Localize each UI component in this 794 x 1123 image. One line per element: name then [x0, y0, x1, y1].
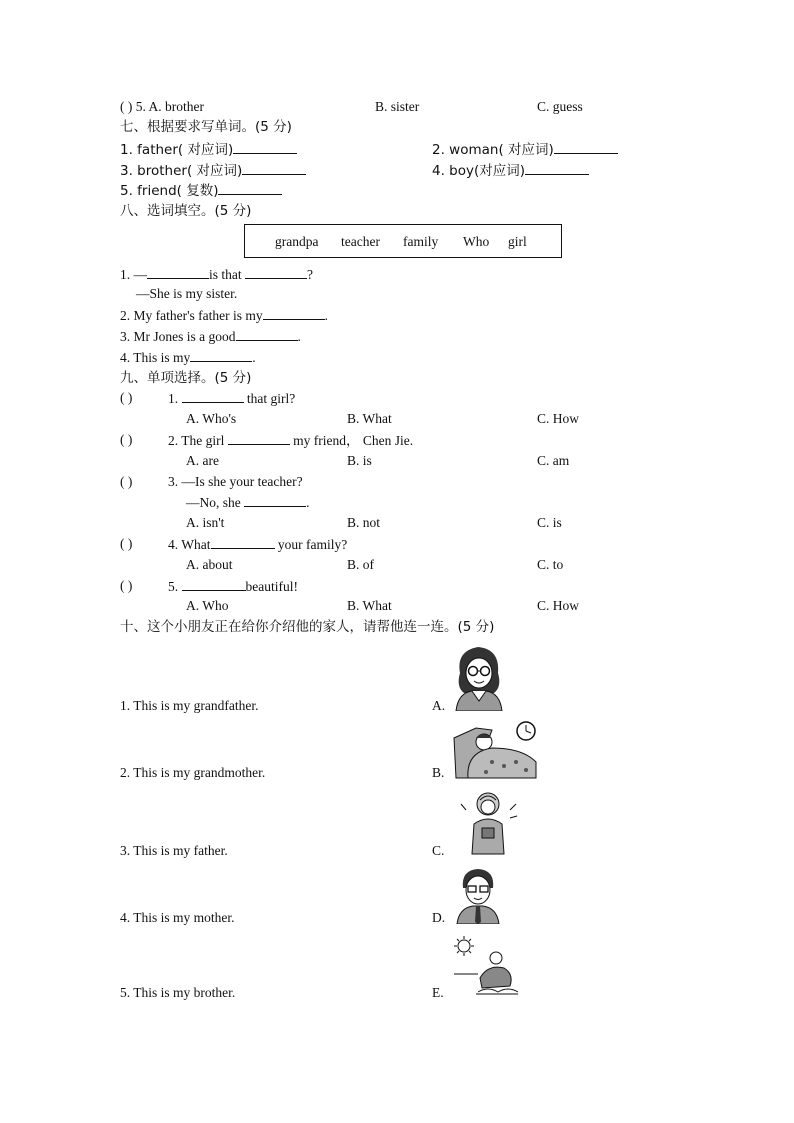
- sec9-q5-num: 5.: [168, 579, 179, 594]
- sec9-q3-blank: [244, 494, 306, 507]
- sec8-q1-answer: —She is my sister.: [136, 286, 238, 301]
- sec9-q4-lead: 4. What: [168, 537, 211, 552]
- sec9-q4-paren[interactable]: ( ): [120, 536, 133, 551]
- sec6-q5-option-b: B. sister: [375, 99, 420, 114]
- sec9-q5-blank: [182, 578, 246, 591]
- sec8-q3: [120, 328, 301, 345]
- match-sentence-5[interactable]: 5. This is my brother.: [120, 985, 236, 1000]
- sec9-q2-rest: my friend， Chen Jie.: [293, 433, 414, 448]
- sec9-q5-option-a: A. Who: [186, 598, 229, 613]
- boy-sleeping-illustration[interactable]: [452, 718, 538, 780]
- sec7-q2: [432, 141, 618, 158]
- sec8-q2: [120, 307, 328, 324]
- sec7-q1-blank[interactable]: [233, 141, 297, 154]
- sec7-q1-text: 1. father( 对应词): [120, 142, 234, 158]
- sec9-q1-num: 1.: [168, 391, 179, 406]
- sec9-q2-lead: 2. The girl: [168, 433, 225, 448]
- word-bank-word: Who: [463, 234, 490, 249]
- match-sentence-4[interactable]: 4. This is my mother.: [120, 910, 235, 925]
- sec7-q2-blank[interactable]: [554, 141, 618, 154]
- sec9-q4-option-c: C. to: [537, 557, 564, 572]
- sec8-title: 八、选词填空。(5 分): [120, 203, 252, 219]
- sec8-q3-blank[interactable]: [236, 328, 298, 341]
- word-bank-word: family: [403, 234, 439, 249]
- sec6-q5-stem: ( ) 5. A. brother: [120, 99, 204, 114]
- sec9-q1-paren[interactable]: ( ): [120, 390, 133, 405]
- sec9-q4-blank: [211, 536, 275, 549]
- sec9-q1-blank: [182, 390, 244, 403]
- sec9-q4-option-a: A. about: [186, 557, 233, 572]
- sec7-q4-blank[interactable]: [525, 162, 589, 175]
- sec9-q5-paren[interactable]: ( ): [120, 578, 133, 593]
- sec9-q3-option-b: B. not: [347, 515, 381, 530]
- sec7-q5-blank[interactable]: [218, 182, 282, 195]
- sec8-q1: [120, 266, 313, 283]
- sec8-q3-text: 3. Mr Jones is a good: [120, 329, 236, 344]
- sec9-q5-option-b: B. What: [347, 598, 392, 613]
- sec7-title: 七、根据要求写单词。(5 分): [120, 119, 292, 135]
- sec8-q4-period: .: [252, 350, 256, 365]
- word-bank-word: grandpa: [275, 234, 319, 249]
- sec9-q5-rest: beautiful!: [245, 579, 298, 594]
- woman-with-glasses-illustration[interactable]: [450, 643, 508, 711]
- sec7-q4-text: 4. boy(对应词): [432, 163, 526, 179]
- sec9-q1-stem: [168, 390, 295, 407]
- sec9-q2-option-c: C. am: [537, 453, 570, 468]
- sec7-q5: [120, 182, 282, 199]
- sec8-q4: [120, 349, 256, 366]
- sec8-q2-text: 2. My father's father is my: [120, 308, 263, 323]
- sec9-q2-stem: [168, 432, 413, 449]
- match-letter-d[interactable]: D.: [432, 910, 446, 925]
- word-bank-word: teacher: [341, 234, 380, 249]
- sec9-q5-stem: [168, 578, 298, 595]
- sec8-q4-blank[interactable]: [190, 349, 252, 362]
- sec9-q1-option-a: A. Who's: [186, 411, 237, 426]
- sec9-q3-option-a: A. isn't: [186, 515, 225, 530]
- match-sentence-3[interactable]: 3. This is my father.: [120, 843, 228, 858]
- sec10-title: 十、这个小朋友正在给你介绍他的家人，请帮他连一连。(5 分): [120, 619, 495, 635]
- sec9-q3-option-c: C. is: [537, 515, 562, 530]
- match-letter-e[interactable]: E.: [432, 985, 444, 1000]
- sec8-q1-mid: is that: [209, 267, 242, 282]
- sec9-q1-rest: that girl?: [246, 391, 296, 406]
- sec9-q4-rest: your family?: [277, 537, 348, 552]
- sec9-q1-option-b: B. What: [347, 411, 392, 426]
- match-sentence-2[interactable]: 2. This is my grandmother.: [120, 765, 266, 780]
- sec9-q2-paren[interactable]: ( ): [120, 432, 133, 447]
- sec9-q2-option-b: B. is: [347, 453, 372, 468]
- sec7-q1: [120, 141, 297, 158]
- match-sentence-1[interactable]: 1. This is my grandfather.: [120, 698, 259, 713]
- sec7-q4: [432, 162, 589, 179]
- sec6-q5-option-c: C. guess: [537, 99, 583, 114]
- grandmother-illustration[interactable]: [460, 790, 518, 856]
- word-bank-box: [244, 224, 562, 258]
- sec8-q2-period: .: [324, 308, 329, 323]
- word-bank-word: girl: [508, 234, 527, 249]
- sec8-q1-end: ?: [307, 267, 313, 282]
- sec8-q4-text: 4. This is my: [120, 350, 191, 365]
- sec7-q5-text: 5. friend( 复数): [120, 183, 219, 199]
- sec9-q3-answer: —No, she .: [186, 495, 310, 510]
- man-with-glasses-illustration[interactable]: [455, 866, 501, 924]
- sec7-q3-blank[interactable]: [242, 162, 306, 175]
- boy-lying-with-sun-illustration[interactable]: [452, 936, 522, 998]
- sec8-q1-blank-1[interactable]: [147, 266, 209, 279]
- sec9-q2-option-a: A. are: [186, 453, 219, 468]
- sec9-q3-paren[interactable]: ( ): [120, 474, 133, 489]
- sec7-q2-text: 2. woman( 对应词): [432, 142, 554, 158]
- sec9-q5-option-c: C. How: [537, 598, 580, 613]
- sec9-q2-blank: [228, 432, 290, 445]
- sec9-title: 九、单项选择。(5 分): [120, 370, 252, 386]
- sec8-q1-blank-2[interactable]: [245, 266, 307, 279]
- sec9-q1-option-c: C. How: [537, 411, 580, 426]
- match-letter-b[interactable]: B.: [432, 765, 445, 780]
- sec9-q4-option-b: B. of: [347, 557, 374, 572]
- match-letter-c[interactable]: C.: [432, 843, 445, 858]
- sec8-q2-blank[interactable]: [263, 307, 325, 320]
- sec8-q1-lead: 1. —: [120, 267, 147, 282]
- match-letter-a[interactable]: A.: [432, 698, 446, 713]
- sec7-q3-text: 3. brother( 对应词): [120, 163, 243, 179]
- sec8-q3-period: .: [297, 329, 301, 344]
- sec9-q3-stem: 3. —Is she your teacher?: [168, 474, 303, 489]
- sec7-q3: [120, 162, 306, 179]
- sec9-q4-stem: [168, 536, 347, 553]
- sec9-q3-answer-text: —No, she: [186, 495, 241, 510]
